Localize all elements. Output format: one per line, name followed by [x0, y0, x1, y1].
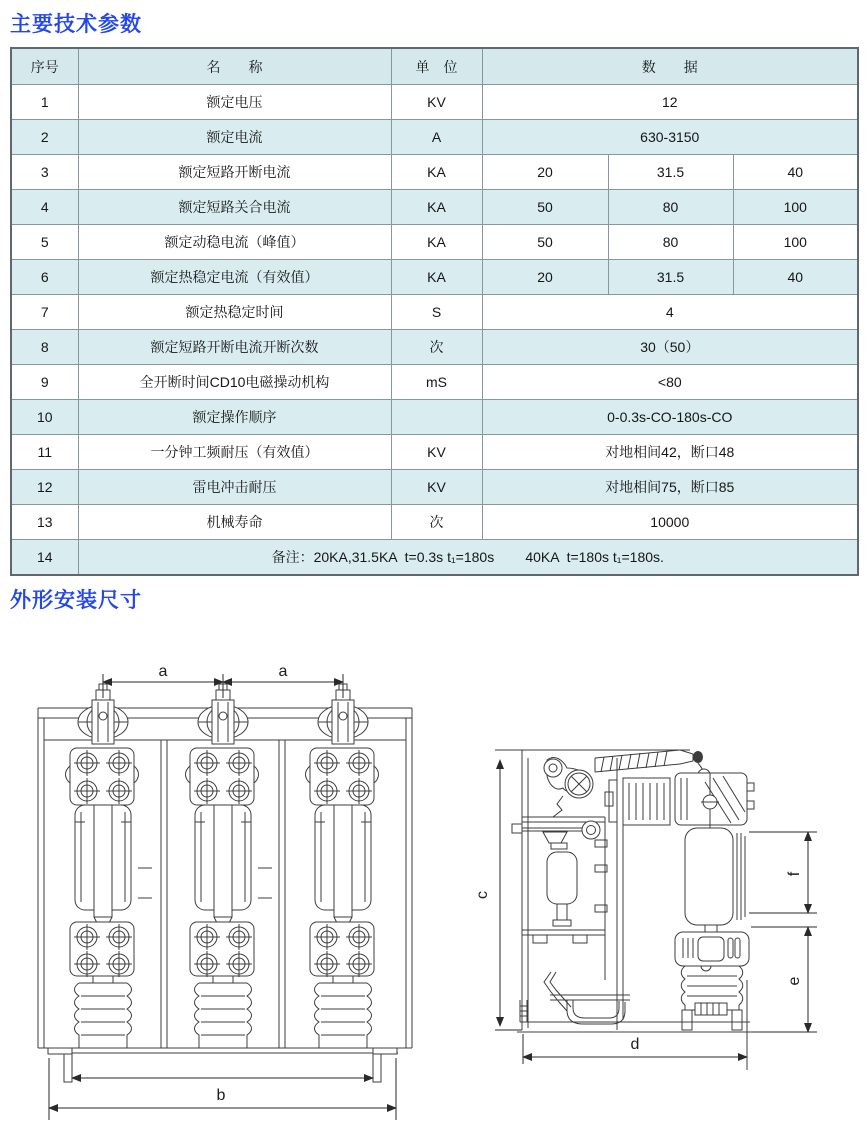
cell-name: 额定短路关合电流 [78, 190, 391, 225]
breaker-pole-right [306, 684, 379, 1048]
header-data: 数 据 [482, 48, 858, 85]
table-row [11, 400, 858, 435]
dim-label-f: f [786, 871, 803, 877]
dim-label-a2: a [278, 663, 288, 680]
cell-name: 额定动稳电流（峰值） [78, 225, 391, 260]
section-title-technical-params: 主要技术参数 [10, 13, 142, 36]
cell-no: 6 [11, 260, 78, 295]
cell-no: 4 [11, 190, 78, 225]
cell-no: 1 [11, 85, 78, 120]
cell-data: 80 [608, 190, 733, 225]
cell-data: 31.5 [608, 155, 733, 190]
dim-label-b: b [216, 1087, 226, 1104]
cell-no: 11 [11, 435, 78, 470]
cell-unit: KV [391, 435, 482, 470]
table-row [11, 260, 858, 295]
table-row [11, 295, 858, 330]
side-view-lower-insulator [675, 932, 749, 1030]
cell-data: 对地相间42，断口48 [482, 435, 858, 470]
cell-no: 7 [11, 295, 78, 330]
breaker-pole-middle [186, 684, 259, 1048]
cell-no: 2 [11, 120, 78, 155]
cell-name: 雷电冲击耐压 [78, 470, 391, 505]
cell-unit: S [391, 295, 482, 330]
header-no: 序号 [11, 48, 78, 85]
cell-unit: KA [391, 225, 482, 260]
cell-unit: KV [391, 85, 482, 120]
cell-data: 100 [733, 190, 858, 225]
cell-no: 3 [11, 155, 78, 190]
breaker-pole-left [66, 684, 139, 1048]
cell-data: 4 [482, 295, 858, 330]
table-row [11, 470, 858, 505]
cell-data: 12 [482, 85, 858, 120]
table-row [11, 155, 858, 190]
front-view-svg [15, 650, 435, 1125]
cell-unit: 次 [391, 505, 482, 540]
cell-no: 13 [11, 505, 78, 540]
cell-name: 全开断时间CD10电磁操动机构 [78, 365, 391, 400]
cell-no: 9 [11, 365, 78, 400]
dim-label-e: e [786, 976, 803, 986]
cell-name: 额定电压 [78, 85, 391, 120]
dim-label-c: c [474, 891, 491, 899]
cell-unit: 次 [391, 330, 482, 365]
side-view-base [517, 972, 753, 1070]
cell-data: 100 [733, 225, 858, 260]
cell-unit: KA [391, 260, 482, 295]
cell-data: 20 [482, 155, 608, 190]
cell-unit [391, 400, 482, 435]
cell-data: 80 [608, 225, 733, 260]
dim-label-a1: a [158, 663, 168, 680]
front-view-base [38, 1048, 412, 1082]
cell-data: 20 [482, 260, 608, 295]
table-row [11, 190, 858, 225]
side-view-drawing [455, 680, 865, 1070]
cell-data: <80 [482, 365, 858, 400]
cell-no: 5 [11, 225, 78, 260]
cell-unit: A [391, 120, 482, 155]
table-row [11, 435, 858, 470]
cell-data: 40 [733, 260, 858, 295]
cell-name: 额定短路开断电流 [78, 155, 391, 190]
cell-data: 50 [482, 190, 608, 225]
table-row [11, 330, 858, 365]
cell-unit: KV [391, 470, 482, 505]
side-view-bellows [605, 778, 670, 825]
cell-no: 12 [11, 470, 78, 505]
table-row [11, 540, 858, 576]
cell-data: 31.5 [608, 260, 733, 295]
front-view-drawing [15, 650, 435, 1125]
table-row [11, 505, 858, 540]
side-view-svg [455, 680, 865, 1070]
side-view-vacuum-tube [685, 828, 745, 932]
cell-data: 对地相间75，断口85 [482, 470, 858, 505]
table-row [11, 120, 858, 155]
cell-name: 额定热稳定时间 [78, 295, 391, 330]
table-header-row [11, 48, 858, 85]
header-name: 名 称 [78, 48, 391, 85]
cell-no: 10 [11, 400, 78, 435]
cell-name: 额定操作顺序 [78, 400, 391, 435]
cell-data: 50 [482, 225, 608, 260]
section-title-outline-dimensions: 外形安装尺寸 [10, 589, 142, 612]
cell-data: 10000 [482, 505, 858, 540]
table-row [11, 365, 858, 400]
dim-label-d: d [630, 1036, 640, 1053]
technical-params-table [10, 47, 859, 576]
cell-name: 额定短路开断电流开断次数 [78, 330, 391, 365]
cell-remark: 备注：20KA,31.5KA t=0.3s t₁=180s 40KA t=180s t₁=180s. [78, 540, 858, 576]
cell-name: 额定热稳定电流（有效值） [78, 260, 391, 295]
cell-data: 40 [733, 155, 858, 190]
cell-data: 0-0.3s-CO-180s-CO [482, 400, 858, 435]
table-row [11, 225, 858, 260]
cell-name: 一分钟工频耐压（有效值） [78, 435, 391, 470]
cell-data: 630-3150 [482, 120, 858, 155]
cell-unit: mS [391, 365, 482, 400]
cell-no: 8 [11, 330, 78, 365]
cell-unit: KA [391, 155, 482, 190]
cell-name: 机械寿命 [78, 505, 391, 540]
header-unit: 单 位 [391, 48, 482, 85]
cell-name: 额定电流 [78, 120, 391, 155]
cell-no: 14 [11, 540, 78, 576]
cell-data: 30（50） [482, 330, 858, 365]
table-row [11, 85, 858, 120]
cell-unit: KA [391, 190, 482, 225]
